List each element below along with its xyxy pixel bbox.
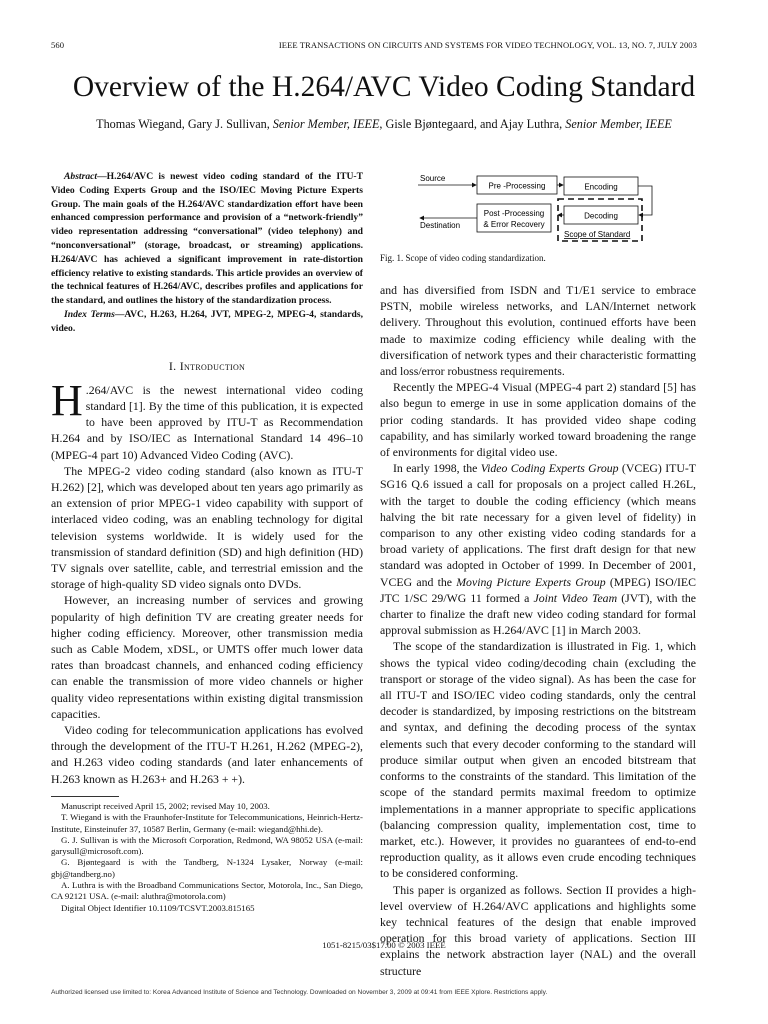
author-role-2: Senior Member, IEEE <box>562 117 672 131</box>
author-line <box>0 116 768 132</box>
author-names-2: , Gisle Bjøntegaard, and Ajay Luthra, <box>379 117 563 131</box>
drop-cap: H <box>51 375 83 425</box>
author-role-1: Senior Member, IEEE <box>269 117 380 131</box>
right-column <box>380 282 696 979</box>
index-terms-lead: Index Terms <box>64 308 115 320</box>
journal-name: IEEE TRANSACTIONS ON CIRCUITS AND SYSTEMS FOR VIDEO TECHNOLOGY, VOL. 13, NO. 7, JULY 2003 <box>278 40 697 50</box>
abstract <box>51 170 363 308</box>
right-paragraph-2: Recently the MPEG-4 Visual (MPEG-4 part 2) standard [5] has also begun to emerge in use in some application domains of the prior coding standards. It has provided video shape coding capability, and has similarly worked toward broadening the range of environments for digital video use. <box>380 380 696 460</box>
coding-chain-diagram <box>380 166 696 266</box>
footnote-sullivan: G. J. Sullivan is with the Microsoft Corporation, Redmond, WA 98052 USA (e-mail: garysull@microsoft.com). <box>51 834 363 857</box>
footnote-doi: Digital Object Identifier 10.1109/TCSVT.2003.815165 <box>61 902 255 913</box>
r3-part-a: In early 1998, the <box>393 461 481 476</box>
section-number: I. <box>168 358 177 373</box>
copyright-code: 1051-8215/03$17.00 © 2003 IEEE <box>322 940 446 950</box>
author-names-1: Thomas Wiegand, Gary J. Sullivan, <box>96 117 270 131</box>
intro-paragraph-3: However, an increasing number of services and growing popularity of high definition TV are creating greater needs for higher coding efficiency. Moreover, other transmission media such as Cable Modem, xDSL, or UMTS offer much lower data rates than broadcast channels, and enhanced coding efficiency can enable the transmission of more video channels or higher quality video representations within existing digital transmission capacities. <box>51 593 363 721</box>
authorized-use-notice: Authorized licensed use limited to: Korea Advanced Institute of Science and Technology. Downloaded on November 3, 2009 at 09:41 from IEEE Xplore. Restrictions apply. <box>51 989 548 996</box>
intro-paragraph-2: The MPEG-2 video coding standard (also known as ITU-T H.262) [2], which was developed about ten years ago primarily as an extension of prior MPEG-1 video capability with support of interlaced video coding, was an enabling technology for digital television systems worldwide. It is widely used for the transmission of standard definition (SD) and high definition (HD) TV signals over satellite, cable, and terrestrial emission and the storage of high-quality SD video signals onto DVDs. <box>51 463 363 592</box>
section-heading <box>51 358 363 374</box>
paper-title: Overview of the H.264/AVC Video Coding Standard <box>72 71 696 103</box>
index-terms-text: —AVC, H.263, H.264, JVT, MPEG-2, MPEG-4, standards, video. <box>51 308 363 334</box>
footnote-wiegand: T. Wiegand is with the Fraunhofer-Institute for Telecommunications, Heinrich-Hertz-Institute, Einsteinufer 37, 10587 Berlin, Germany (e-mail: wiegand@hhi.de). <box>51 812 363 834</box>
jvt-term: Joint Video Team <box>533 590 618 605</box>
right-paragraph-4: The scope of the standardization is illustrated in Fig. 1, which shows the typical video coding/decoding chain (excluding the transport or storage of the video signal). As has been the case for all ITU-T and ISO/IEC video coding standards, only the central decoder is standardized, by imposing restrictions on the bitstream and syntax, and defining the decoding process of the syntax elements such that every decoder conforming to the standard will produce similar output when given an encoded bitstream that conforms to the constraints of the standard. This limitation of the scope of the standard permits maximal freedom to optimize implementations in a manner appropriate to specific applications (balancing compression quality, implementation cost, time to market, etc.). However, it provides no guarantees of end-to-end reproduction quality, as it allows even crude encoding techniques to be considered conforming. <box>380 639 696 881</box>
pre-processing-label: Pre -Processing <box>488 181 546 191</box>
post-processing-label-1: Post -Processing <box>483 209 545 218</box>
destination-label: Destination <box>420 221 461 230</box>
footnote-rule <box>51 796 119 797</box>
r3-part-c: (MPEG) ISO/IEC JTC 1/SC 29/WG 11 formed a <box>380 574 697 605</box>
mpeg-term: Moving Picture Experts Group <box>456 574 606 589</box>
abstract-text: —H.264/AVC is newest video coding standard of the ITU-T Video Coding Experts Group and the ISO/IEC Moving Picture Experts Group. The main goals of the H.264/AVC standardization effort have been enhanced compression performance and provision of a “network-friendly” video representation addressing “conversational” (video telephony) and “nonconversational” (storage, broadcast, or streaming) applications. H.264/AVC has achieved a significant improvement in rate-distortion efficiency relative to existing standards. This article provides an overview of the technical features of H.264/AVC, describes profiles and applications for the standard, and outlines the history of the standardization process. <box>51 171 363 307</box>
intro-paragraph-4: Video coding for telecommunication applications has evolved through the development of the ITU-T H.261, H.262 (MPEG-2), and H.263 video coding standards (and later enhancements of H.263 known as H.263+ and H.263 + +). <box>51 723 363 786</box>
decoding-label: Decoding <box>584 211 618 221</box>
post-processing-label-2: & Error Recovery <box>483 220 545 229</box>
right-paragraph-5: This paper is organized as follows. Section II provides a high-level overview of H.264/AVC applications and highlights some key technical features of the design that enable improved operation for this broad variety of applications. Section III explains the network abstraction layer (NAL) and the overall structure <box>380 882 696 978</box>
vceg-term: Video Coding Experts Group <box>480 461 619 476</box>
encoding-to-decoding-arrow <box>638 186 652 215</box>
intro-paragraph-1 <box>51 375 363 463</box>
r3-part-b: (VCEG) ITU-T SG16 Q.6 issued a call for proposals on a project called H.26L, with the target to double the coding efficiency (which means halving the bit rate necessary for a given level of fidelity) in comparison to any other existing video coding standards for a broad variety of applications. The first draft design for that new standard was adopted in October of 1999. In December of 2001, VCEG and the <box>380 461 696 589</box>
left-column <box>51 170 363 787</box>
r3-part-d: (JVT), with the charter to finalize the draft new video coding standard for formal approval submission as H.264/AVC [1] in March 2003. <box>380 590 697 638</box>
figure-1 <box>380 166 696 266</box>
footnotes <box>51 801 363 914</box>
right-paragraph-1: and has diversified from ISDN and T1/E1 service to embrace PSTN, mobile wireless networks, and LAN/Internet network delivery. Throughout this evolution, continued efforts have been made to maximize coding efficiency while dealing with the diversification of network types and their characteristic formatting and loss/error robustness requirements. <box>380 283 696 379</box>
source-label: Source <box>420 174 446 183</box>
figure-caption: Fig. 1. Scope of video coding standardization. <box>380 253 546 263</box>
footnote-bjontegaard: G. Bjøntegaard is with the Tandberg, N-1324 Lysaker, Norway (e-mail: gbj@tandberg.no) <box>51 857 363 879</box>
page-number: 560 <box>51 40 65 50</box>
section-title: Introduction <box>179 358 246 373</box>
intro-paragraph-1-text: .264/AVC is the newest international video coding standard [1]. By the time of this publication, it is expected to have been approved by ITU-T as Recommendation H.264 and by ISO/IEC as International Standard 14 496–10 (MPEG-4 part 10) Advanced Video Coding (AVC). <box>51 382 363 462</box>
footnote-luthra: A. Luthra is with the Broadband Communications Sector, Motorola, Inc., San Diego, CA 92121 USA. (e-mail: aluthra@motorola.com) <box>51 880 363 902</box>
scope-label: Scope of Standard <box>564 230 631 239</box>
abstract-lead: Abstract <box>64 171 98 182</box>
encoding-label: Encoding <box>584 182 618 192</box>
right-paragraph-3 <box>380 460 696 638</box>
index-terms <box>51 308 363 336</box>
footnote-manuscript: Manuscript received April 15, 2002; revised May 10, 2003. <box>61 801 270 811</box>
